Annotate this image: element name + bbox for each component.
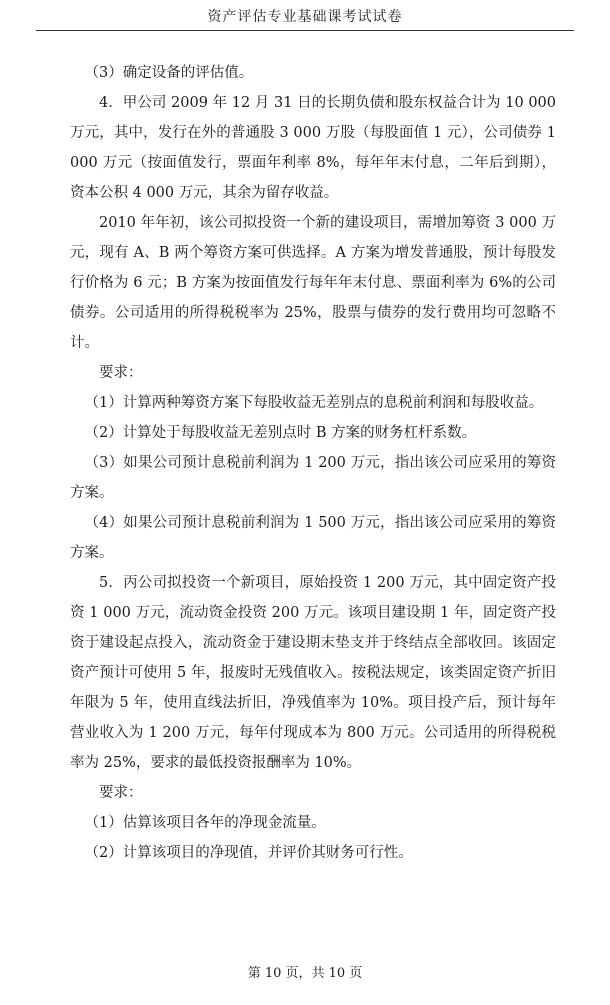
paragraph-q3-item3: （3）确定设备的评估值。 xyxy=(84,65,254,81)
page-footer xyxy=(0,964,610,984)
paragraph-requirements-heading: 要求： xyxy=(99,365,143,381)
paragraph-q4-item3: （3）如果公司预计息税前利润为 1 200 万元，指出该公司应采用的筹资方案。 xyxy=(70,455,556,501)
paragraph-q5-item1: （1）估算该项目各年的净现金流量。 xyxy=(84,815,326,831)
header-title: 资产评估专业基础课考试试卷 xyxy=(207,9,403,25)
paragraph-q4-item2: （2）计算处于每股收益无差别点时 B 方案的财务杠杆系数。 xyxy=(84,425,477,441)
page-header xyxy=(36,4,574,31)
page-number: 第 10 页，共 10 页 xyxy=(247,966,363,981)
paragraph-question-4: 4．甲公司 2009 年 12 月 31 日的长期负债和股东权益合计为 10 000 万元，其中，发行在外的普通股 3 000 万股（每股面值 1 元），公司债券 1 000 万元（按面值发行，票面年利率 8%，每年年末付息，二年后到期），资本公积 4 000 万元，其余为留存收益。 xyxy=(70,95,556,201)
paragraph-question-4-context: 2010 年年初，该公司拟投资一个新的建设项目，需增加筹资 3 000 万元，现有 A、B 两个筹资方案可供选择。A 方案为增发普通股，预计每股发行价格为 6 元；B 方案为按面值发行每年年末付息、票面利率为 6%的公司债券。公司适用的所得税税率为 25%，股票与债券的发行费用均可忽略不计。 xyxy=(70,215,556,351)
paragraph-requirements-heading-2: 要求： xyxy=(99,785,143,801)
paragraph-q4-item4: （4）如果公司预计息税前利润为 1 500 万元，指出该公司应采用的筹资方案。 xyxy=(70,515,556,561)
paragraph-q5-item2: （2）计算该项目的净现值，并评价其财务可行性。 xyxy=(84,845,413,861)
paragraph-q4-item1: （1）计算两种筹资方案下每股收益无差别点的息税前利润和每股收益。 xyxy=(84,395,544,411)
document-body xyxy=(70,58,556,868)
paragraph-question-5: 5．丙公司拟投资一个新项目，原始投资 1 200 万元，其中固定资产投资 1 000 万元，流动资金投资 200 万元。该项目建设期 1 年，固定资产投资于建设起点投入，流动资金于建设期末垫支并于终结点全部收回。该固定资产预计可使用 5 年，报废时无残值收入。按税法规定，该类固定资产折旧年限为 5 年，使用直线法折旧，净残值率为 10%。项目投产后，预计每年营业收入为 1 200 万元，每年付现成本为 800 万元。公司适用的所得税税率为 25%，要求的最低投资报酬率为 10%。 xyxy=(70,575,556,771)
